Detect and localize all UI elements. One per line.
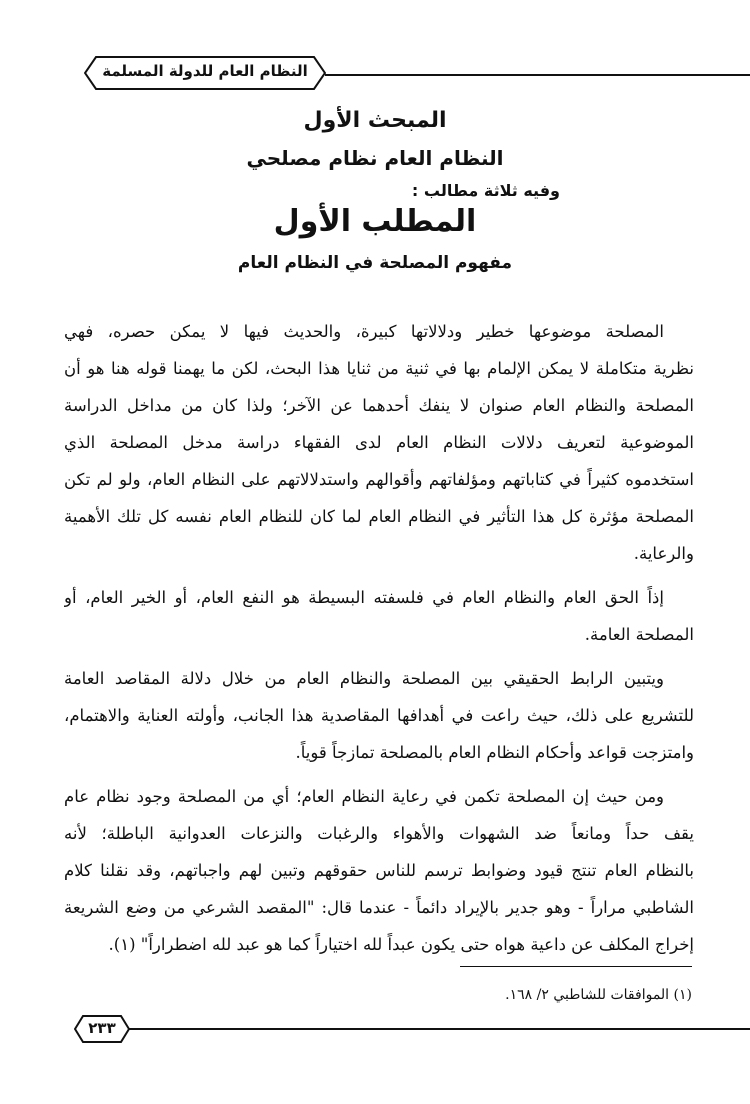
text-line: بالنظام العام تنتج قيود وضوابط ترسم للناس حقوقهم وتبين لهم واجباتهم، وقد نقلنا كلام — [64, 861, 694, 880]
text-line: المصلحة مؤثرة كل هذا التأثير في النظام العام لما كان للنظام العام نفسه كل تلك الأهمية — [64, 507, 694, 526]
section-heading: المبحث الأول — [303, 108, 447, 133]
text-line: نظرية متكاملة لا يمكن الإلمام بها في ثنية من ثنايا هذا البحث، لكن ما يهمنا قوله هنا هو أن — [64, 359, 694, 378]
paragraph — [64, 660, 694, 771]
subsection-heading: المطلب الأول — [273, 204, 477, 239]
footnote: (١) الموافقات للشاطبي ٢/ ١٦٨. — [505, 987, 692, 1003]
paragraph — [64, 579, 694, 653]
paragraph — [64, 313, 694, 572]
paragraph — [64, 778, 694, 963]
text-line: استخدموه كثيراً في كتاباتهم ومؤلفاتهم وأقوالهم واستدلالاتهم على النظام العام، ولو لم تكن — [64, 470, 694, 489]
running-header-title: النظام العام للدولة المسلمة — [102, 62, 308, 80]
subsection-title: مفهوم المصلحة في النظام العام — [237, 253, 513, 273]
text-line: ويتبين الرابط الحقيقي بين المصلحة والنظام العام من خلال دلالة المقاصد العامة — [64, 669, 664, 688]
footnote-rule — [460, 966, 692, 967]
running-header — [84, 56, 326, 90]
text-line: إخراج المكلف عن داعية هواه حتى يكون عبداً لله اختياراً كما هو عبد لله اضطراراً" (١). — [108, 935, 694, 954]
text-line: المصلحة موضوعها خطير ودلالاتها كبيرة، والحديث فيها لا يمكن حصره، فهي — [64, 322, 664, 341]
text-line: إذاً الحق العام والنظام العام في فلسفته البسيطة هو النفع العام، أو الخير العام، أو — [64, 588, 664, 607]
header-rule — [325, 74, 750, 76]
footer-rule — [128, 1028, 750, 1030]
text-line: الشاطبي مراراً - وهو جدير بالإيراد دائماً - عندما قال: "المقصد الشرعي من وضع الشريعة — [64, 898, 694, 917]
text-line: للتشريع على ذلك، حيث راعت في أهدافها المقاصدية هذا الجانب، وأولته العناية والاهتمام، — [64, 706, 694, 725]
page-number-badge — [74, 1015, 130, 1043]
text-line: والرعاية. — [633, 544, 694, 563]
text-line: الموضوعية لتعريف دلالات النظام العام لدى الفقهاء دراسة مدخل المصلحة الذي — [64, 433, 694, 452]
page-number: ٢٣٣ — [88, 1019, 116, 1037]
text-line: وامتزجت قواعد وأحكام النظام العام بالمصلحة تمازجاً قوياً. — [295, 743, 694, 762]
section-title: النظام العام نظام مصلحي — [246, 146, 504, 170]
intro-text: وفيه ثلاثة مطالب : — [411, 181, 560, 200]
text-line: ومن حيث إن المصلحة تكمن في رعاية النظام العام؛ أي من المصلحة وجود نظام عام — [64, 787, 664, 806]
text-line: يقف حداً ومانعاً ضد الشهوات والأهواء والرغبات والنزعات العدوانية الباطلة؛ لأنه — [64, 824, 694, 843]
body-text — [64, 313, 694, 963]
text-line: المصلحة العامة. — [584, 625, 694, 644]
text-line: المصلحة والنظام العام صنوان لا ينفك أحدهما عن الآخر؛ ولذا كان من مداخل الدراسة — [64, 396, 694, 415]
